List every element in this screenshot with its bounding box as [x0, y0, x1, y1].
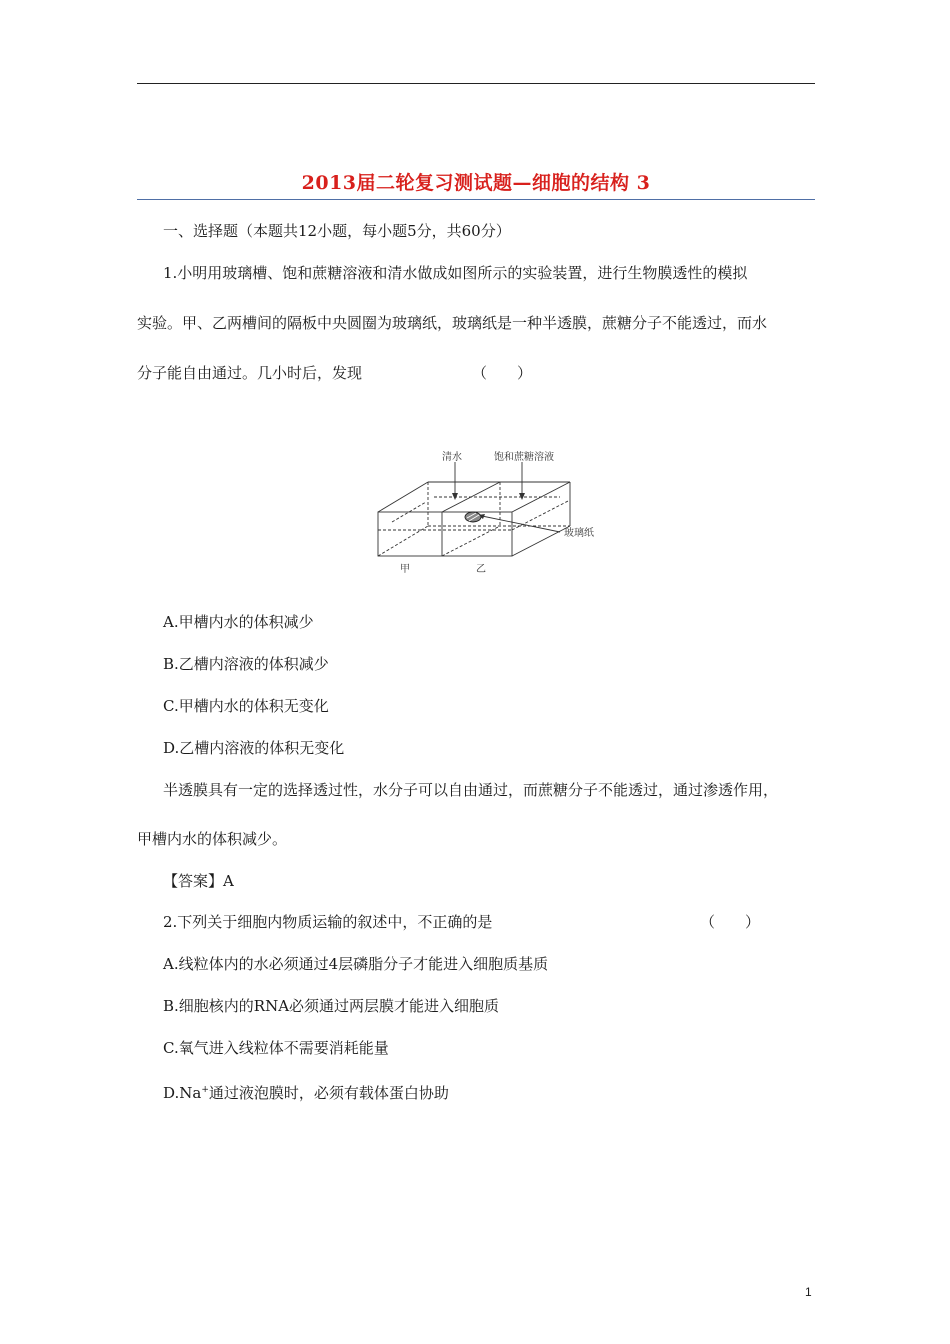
q1-explanation-line1: 半透膜具有一定的选择透过性，水分子可以自由通过，而蔗糖分子不能透过，通过渗透作用， [163, 781, 779, 799]
q1-option-a: A.甲槽内水的体积减少 [163, 613, 314, 631]
label-water: 清水 [442, 452, 462, 463]
q1-option-c: C.甲槽内水的体积无变化 [163, 697, 329, 715]
header-rule [137, 83, 815, 84]
q2-option-d-sup: + [201, 1085, 209, 1095]
label-sucrose: 饱和蔗糖溶液 [494, 452, 554, 463]
q1-answer: 【答案】A [163, 872, 234, 890]
glass-paper-circle [465, 512, 481, 522]
q2-option-d-rest: 通过液泡膜时，必须有载体蛋白协助 [208, 1084, 449, 1102]
experiment-diagram [370, 440, 610, 580]
label-yi: 乙 [476, 564, 486, 575]
arrow-head-water [452, 493, 458, 500]
q2-option-d [163, 1080, 449, 1103]
q2-option-b: B.细胞核内的RNA必须通过两层膜才能进入细胞质 [163, 997, 500, 1015]
q1-stem-line1: 1.小明用玻璃槽、饱和蔗糖溶液和清水做成如图所示的实验装置，进行生物膜透性的模拟 [163, 264, 748, 282]
page-title: 2013届二轮复习测试题—细胞的结构 3 [301, 172, 651, 194]
q2-stem: 2.下列关于细胞内物质运输的叙述中，不正确的是 [163, 913, 493, 931]
page-number: 1 [805, 1285, 812, 1299]
arrow-head-sucrose [519, 493, 525, 500]
q2-option-c: C.氧气进入线粒体不需要消耗能量 [163, 1039, 389, 1057]
label-jia: 甲 [400, 564, 410, 575]
q1-option-b: B.乙槽内溶液的体积减少 [163, 655, 329, 673]
section-heading: 一、选择题（本题共12小题，每小题5分，共60分） [163, 222, 511, 240]
q1-answer-paren: （ ） [472, 364, 533, 382]
q1-explanation-line2: 甲槽内水的体积减少。 [137, 830, 288, 848]
q1-stem-line2: 实验。甲、乙两槽间的隔板中央圆圈为玻璃纸，玻璃纸是一种半透膜，蔗糖分子不能透过，而水 [137, 314, 768, 332]
q2-option-a: A.线粒体内的水必须通过4层磷脂分子才能进入细胞质基质 [163, 955, 549, 973]
label-glass-paper: 玻璃纸 [564, 528, 594, 539]
q1-stem-line3: 分子能自由通过。几小时后，发现 [137, 364, 363, 382]
q1-option-d: D.乙槽内溶液的体积无变化 [163, 739, 345, 757]
q2-answer-paren: （ ） [700, 913, 761, 931]
q2-option-d-prefix: D.Na [163, 1084, 202, 1102]
title-underline [137, 199, 815, 200]
